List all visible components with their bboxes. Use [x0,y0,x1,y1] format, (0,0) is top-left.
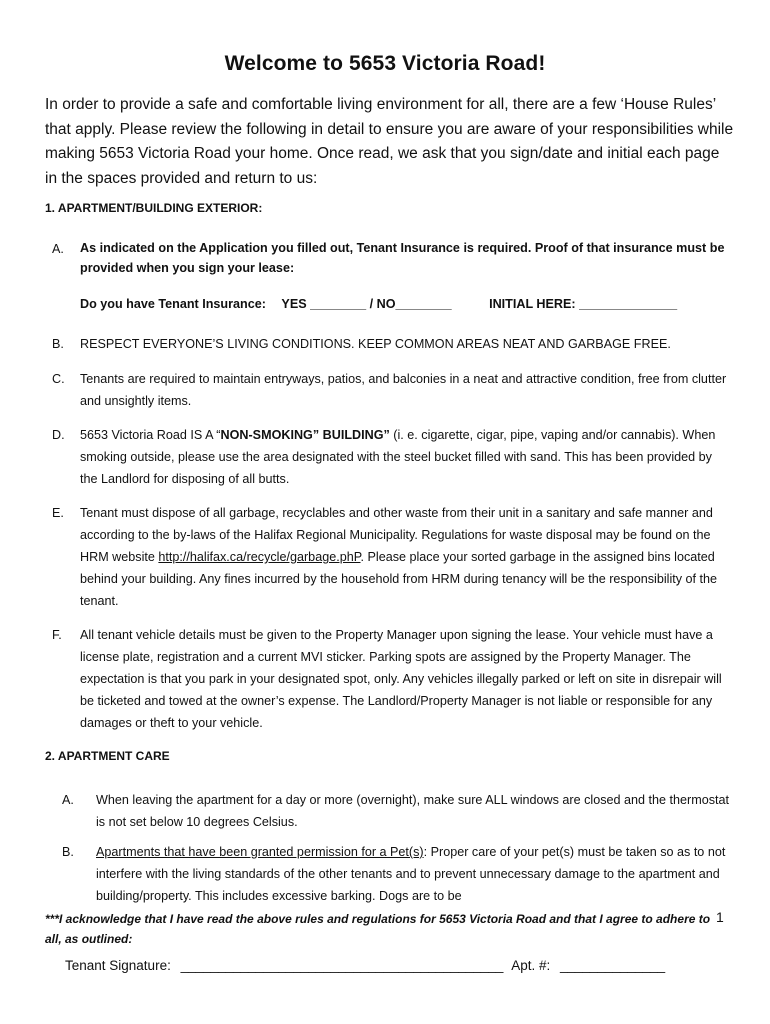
item-letter: F. [52,628,62,642]
section-heading-apartment-care: 2. APARTMENT CARE [45,749,170,763]
hrm-website-link[interactable]: http://halifax.ca/recycle/garbage.phP [158,550,361,564]
item-letter: C. [52,372,65,386]
garbage-text: Tenant must dispose of all garbage, recyclables and other waste from their unit in a sanitary and safe manner and according to the by-laws of the Halifax Regional Municipality. Regulations for waste disposal may be found on the HRM website http://halifax.ca/recycle/garbage.phP. Please place your sorted garbage in the assigned bins located behind your building. Any fines incurred by the household from HRM during tenancy will be the responsibility of the tenant. [80,506,718,608]
item-letter: B. [62,845,74,859]
list-item [52,368,732,412]
intro-paragraph: In order to provide a safe and comfortable living environment for all, there are a few ‘House Rules’ that apply. Please review the following in detail to ensure you are aware of your responsibilities while making 5653 Victoria Road your home. Once read, we ask that you sign/date and initial each page in the spaces provided and return to us: [45,96,734,187]
page-number: 1 [716,909,724,925]
vehicle-text: All tenant vehicle details must be given to the Property Manager upon signing the lease. Your vehicle must have a license plate, registration and a current MVI sticker. Parking spots are assigned by the Property Manager. The expectation is that you park in your designated spot, only. Any vehicles illegally parked or left on site in disrepair will be ticketed and towed at the owner’s expense. The Landlord/Property Manager is not liable or responsible for any damages or theft to your vehicle. [80,628,722,730]
list-item [52,238,732,282]
list-item [62,841,732,907]
leaving-apartment-text: When leaving the apartment for a day or more (overnight), make sure ALL windows are closed and the thermostat is not set below 10 degrees Celsius. [96,793,730,829]
apt-number-field[interactable]: ______________ [560,958,666,973]
list-item [52,624,732,734]
insurance-question-label: Do you have Tenant Insurance: [80,297,266,311]
item-letter: D. [52,428,65,442]
initial-field[interactable]: INITIAL HERE: ______________ [489,297,678,311]
page-title: Welcome to 5653 Victoria Road! [224,52,546,75]
pets-text: Apartments that have been granted permission for a Pet(s): Proper care of your pet(s) must be taken so as to not interfere with the living standards of the other tenants and to prevent unnecessary damage to the apartment and building/property. This includes excessive barking. Dogs are to be [96,845,726,903]
entryways-text: Tenants are required to maintain entryways, patios, and balconies in a neat and attractive condition, free from clutter and unsightly items. [80,372,727,408]
list-item [52,502,732,612]
section-heading-exterior: 1. APARTMENT/BUILDING EXTERIOR: [45,201,263,215]
signature-row [65,958,665,973]
item-letter: E. [52,506,64,520]
insurance-question-row [80,297,677,311]
insurance-requirement-text: As indicated on the Application you filled out, Tenant Insurance is required. Proof of that insurance must be provided when you sign your lease: [80,241,725,275]
list-item [62,789,732,833]
respect-text: RESPECT EVERYONE’S LIVING CONDITIONS. KEEP COMMON AREAS NEAT AND GARBAGE FREE. [80,337,671,351]
list-item [52,424,732,490]
yes-no-field[interactable]: YES ________ / NO________ [281,297,452,311]
non-smoking-text: 5653 Victoria Road IS A “NON-SMOKING” BUILDING” (i. e. cigarette, cigar, pipe, vaping and/or cannabis). When smoking outside, please use the area designated with the steel bucket filled with sand. This has been provided by the Landlord for disposing of all butts. [80,428,716,486]
pets-heading: Apartments that have been granted permission for a Pet(s) [96,845,424,859]
list-item [52,333,732,355]
acknowledgement-text: ***I acknowledge that I have read the above rules and regulations for 5653 Victoria Road and that I agree to adhere to all, as outlined: [45,912,711,946]
non-smoking-emphasis: NON-SMOKING” BUILDING” [220,428,390,442]
apt-label: Apt. #: [511,958,551,973]
item-letter: A. [62,793,74,807]
item-letter: B. [52,337,64,351]
item-letter: A. [52,242,64,256]
signature-label: Tenant Signature: [65,958,171,973]
signature-field[interactable]: ___________________________________________ [180,958,504,973]
